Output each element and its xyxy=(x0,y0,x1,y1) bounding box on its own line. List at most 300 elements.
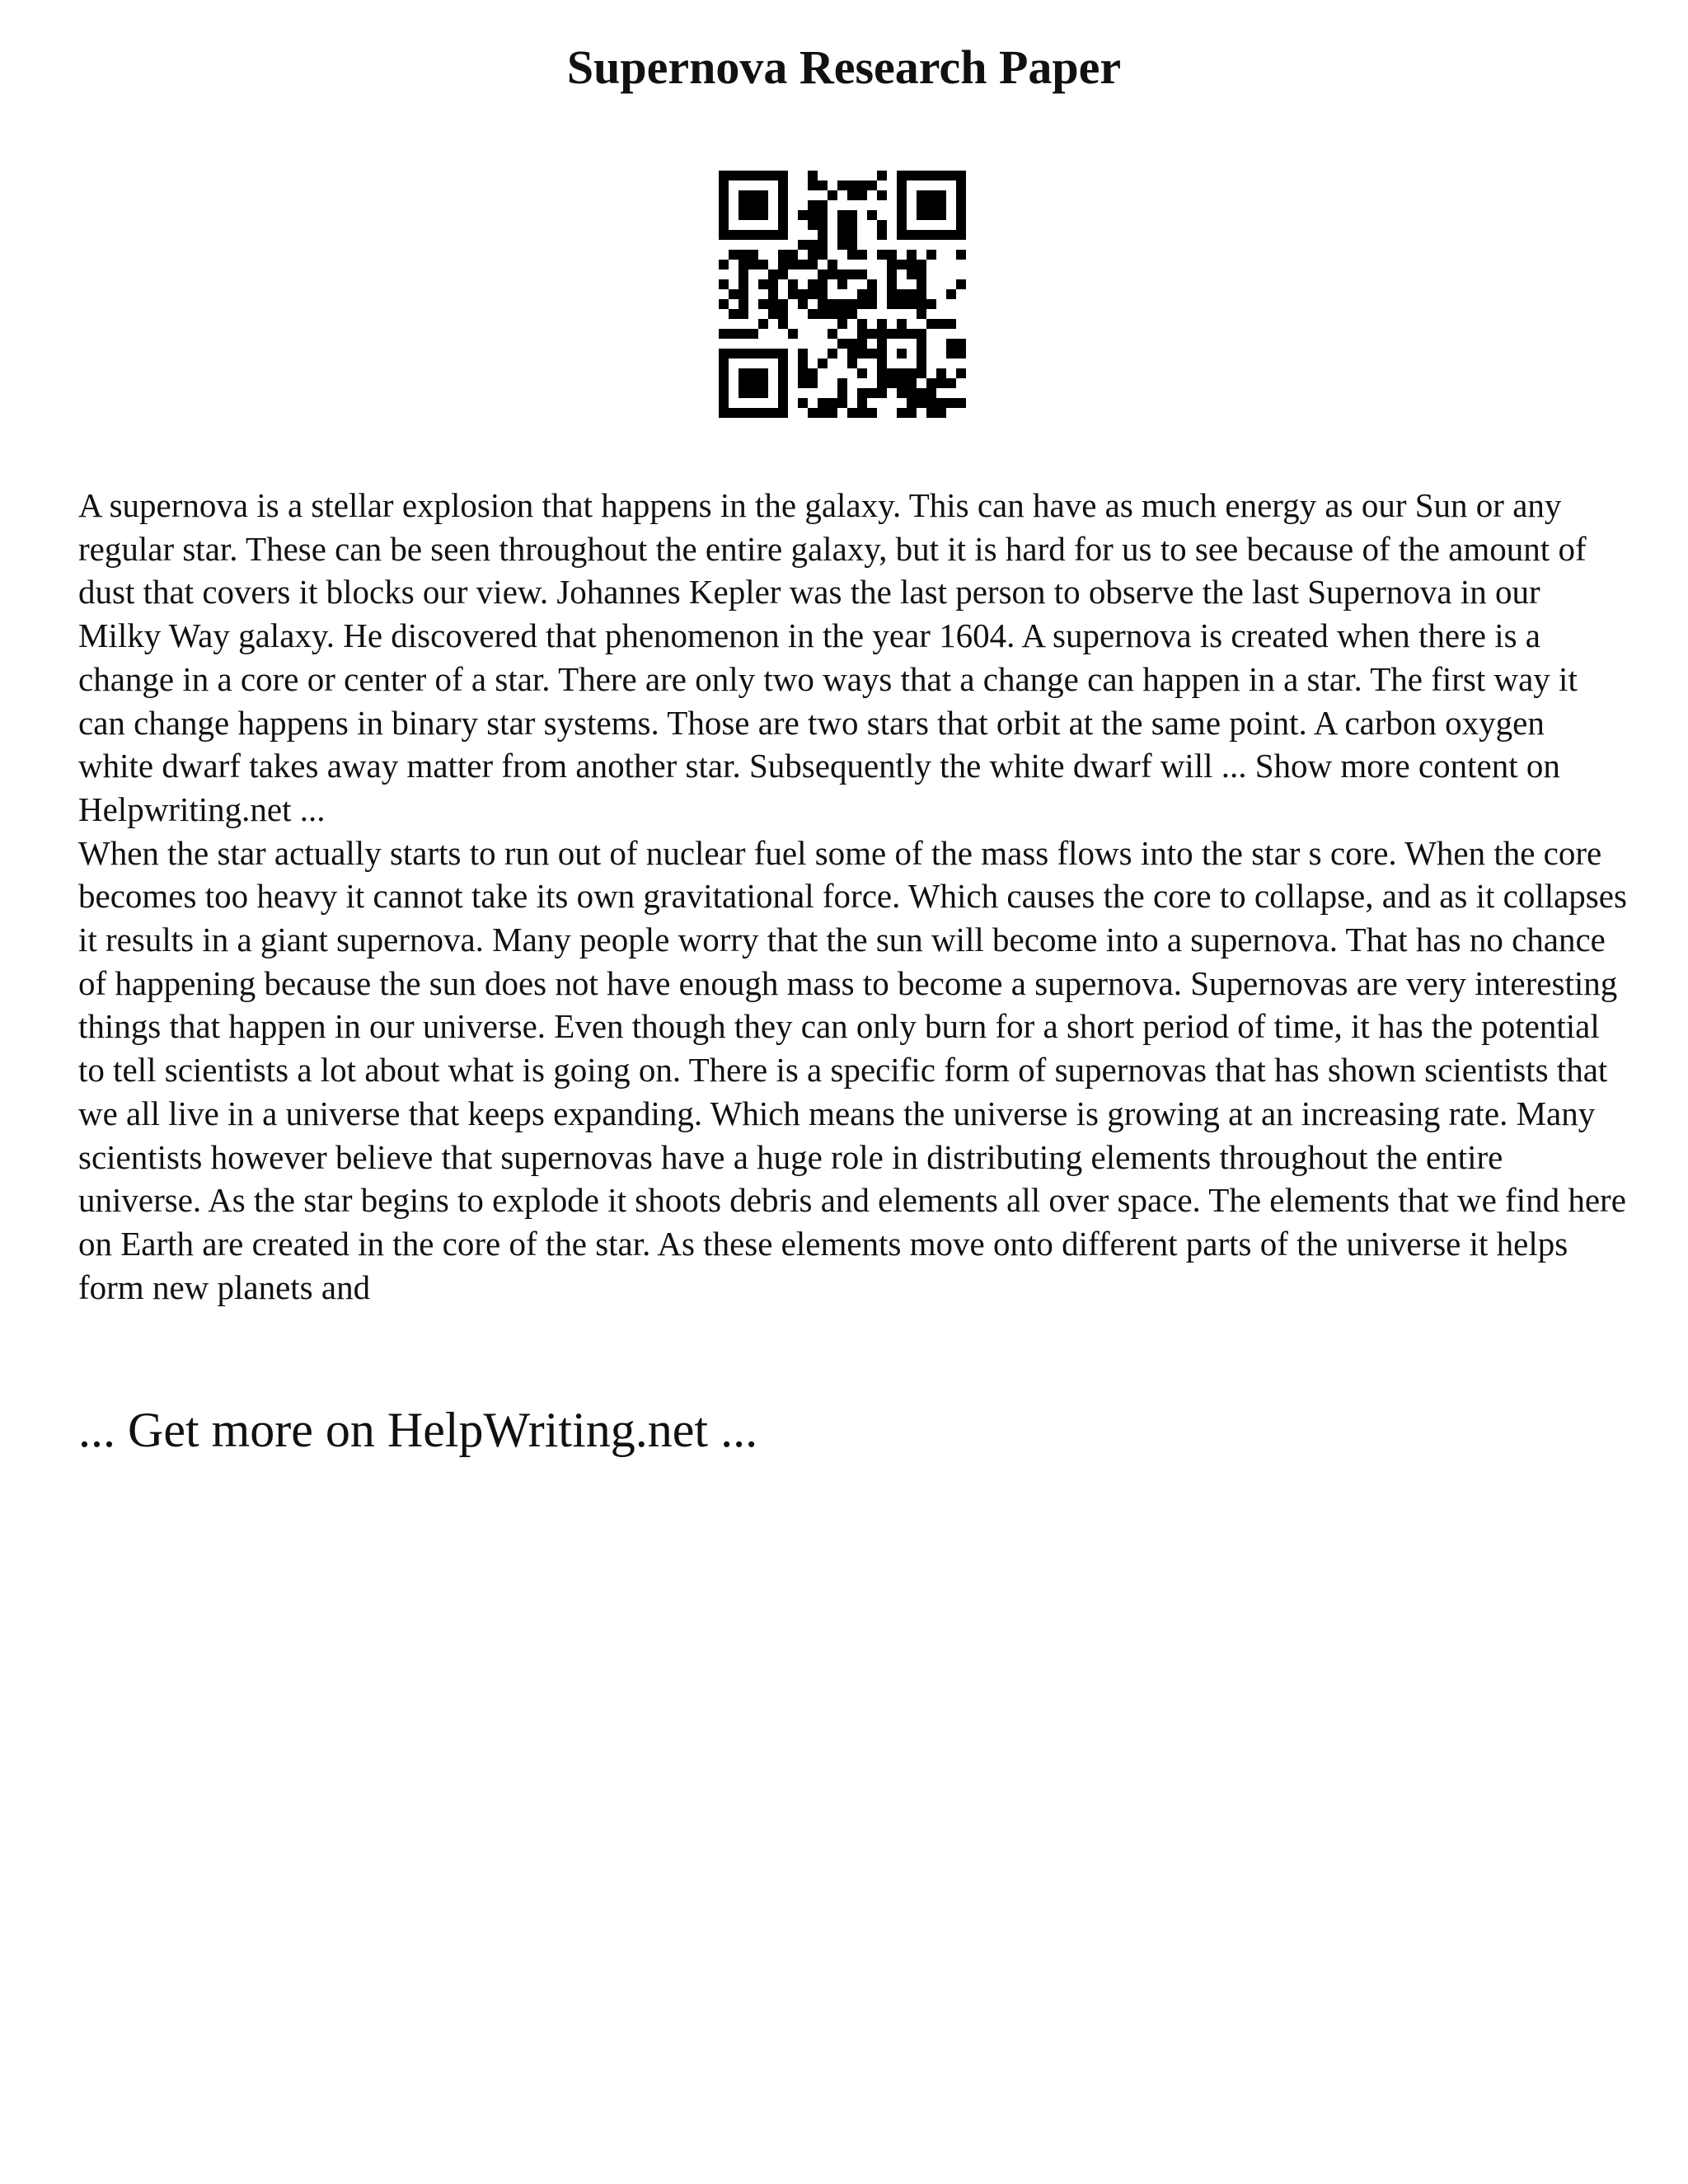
qr-module xyxy=(917,190,926,200)
qr-module xyxy=(818,289,828,299)
qr-module xyxy=(897,378,907,388)
qr-module xyxy=(926,378,936,388)
qr-module xyxy=(738,368,748,378)
qr-module xyxy=(748,190,758,200)
qr-module xyxy=(907,398,917,408)
qr-module xyxy=(926,210,936,220)
qr-module xyxy=(748,349,758,359)
qr-module xyxy=(917,329,926,339)
qr-module xyxy=(758,319,768,329)
qr-module xyxy=(946,319,956,329)
qr-module xyxy=(897,190,907,200)
qr-module xyxy=(926,398,936,408)
qr-module xyxy=(719,260,729,269)
qr-module xyxy=(956,171,966,180)
qr-module xyxy=(778,299,788,309)
qr-module xyxy=(917,398,926,408)
qr-module xyxy=(798,368,808,378)
qr-module xyxy=(748,200,758,210)
qr-module xyxy=(808,200,818,210)
qr-module xyxy=(719,368,729,378)
qr-module xyxy=(917,388,926,398)
page-title: Supernova Research Paper xyxy=(566,40,1122,94)
qr-module xyxy=(946,171,956,180)
qr-module xyxy=(907,250,917,260)
qr-module xyxy=(917,368,926,378)
qr-module xyxy=(738,329,748,339)
qr-module xyxy=(956,180,966,190)
qr-module xyxy=(778,171,788,180)
qr-module xyxy=(956,279,966,289)
qr-module xyxy=(748,260,758,269)
qr-module xyxy=(887,250,897,260)
qr-module xyxy=(847,299,857,309)
qr-module xyxy=(818,200,828,210)
qr-module xyxy=(729,329,738,339)
qr-module xyxy=(926,230,936,240)
qr-module xyxy=(917,299,926,309)
qr-module xyxy=(877,329,887,339)
qr-module xyxy=(907,260,917,269)
qr-module xyxy=(897,289,907,299)
qr-module xyxy=(828,269,837,279)
qr-module xyxy=(738,309,748,319)
qr-module xyxy=(926,319,936,329)
qr-module xyxy=(887,368,897,378)
qr-module xyxy=(857,269,867,279)
qr-module xyxy=(719,349,729,359)
qr-module xyxy=(808,378,818,388)
qr-module xyxy=(837,210,847,220)
qr-module xyxy=(936,171,946,180)
qr-module xyxy=(818,230,828,240)
qr-module xyxy=(719,398,729,408)
qr-module xyxy=(946,398,956,408)
qr-module xyxy=(778,368,788,378)
qr-module xyxy=(847,230,857,240)
qr-module xyxy=(748,378,758,388)
qr-module xyxy=(887,329,897,339)
qr-module xyxy=(758,230,768,240)
qr-module xyxy=(808,240,818,250)
qr-module xyxy=(956,368,966,378)
qr-module xyxy=(857,329,867,339)
qr-module xyxy=(828,190,837,200)
qr-module xyxy=(719,180,729,190)
qr-module xyxy=(897,349,907,359)
qr-module xyxy=(907,171,917,180)
qr-module xyxy=(798,359,808,368)
qr-module xyxy=(719,190,729,200)
paragraph-2: When the star actually starts to run out of nuclear fuel some of the mass flows into the star s core. When the core becomes too heavy it cannot take its own gravitational force. Which causes the core to collapse, and as it collapses it results in a giant supernova. Many people worry that the sun will become into a supernova. That has no chance of happening because the sun does not have enough mass to become a supernova. Supernovas are very interesting things that happen in our universe. Even though they can only burn for a short period of time, it has the potential to tell scientists a lot about what is going on. There is a specific form of supernovas that has shown scientists that we all live in a universe that keeps expanding. Which means the universe is growing at an increasing rate. Many scientists however believe that supernovas have a huge role in distributing elements throughout the entire universe. As the star begins to explode it shoots debris and elements all over space. The elements that we find here on Earth are created in the core of the star. As these elements move onto different parts of the universe it helps form new planets and xyxy=(78,833,1627,1306)
qr-module xyxy=(897,220,907,230)
qr-module xyxy=(917,210,926,220)
qr-module xyxy=(738,250,748,260)
qr-module xyxy=(828,309,837,319)
qr-module xyxy=(946,349,956,359)
qr-module xyxy=(808,180,818,190)
qr-module xyxy=(729,408,738,418)
qr-module xyxy=(917,279,926,289)
qr-module xyxy=(798,349,808,359)
qr-module xyxy=(897,319,907,329)
qr-module xyxy=(897,329,907,339)
qr-module xyxy=(867,289,877,299)
qr-module xyxy=(788,260,798,269)
qr-module xyxy=(758,408,768,418)
qr-module xyxy=(917,260,926,269)
qr-module xyxy=(907,289,917,299)
qr-module xyxy=(956,200,966,210)
qr-module xyxy=(847,269,857,279)
qr-module xyxy=(857,408,867,418)
qr-module xyxy=(808,289,818,299)
qr-module xyxy=(847,349,857,359)
qr-module xyxy=(917,339,926,349)
qr-module xyxy=(857,250,867,260)
qr-module xyxy=(877,190,887,200)
qr-module xyxy=(798,260,808,269)
qr-module xyxy=(788,250,798,260)
qr-module xyxy=(887,269,897,279)
qr-module xyxy=(907,388,917,398)
qr-module xyxy=(738,210,748,220)
qr-module xyxy=(768,349,778,359)
qr-module xyxy=(729,289,738,299)
qr-module xyxy=(719,171,729,180)
qr-module xyxy=(808,210,818,220)
qr-module xyxy=(867,388,877,398)
qr-module xyxy=(897,388,907,398)
qr-module xyxy=(778,319,788,329)
qr-module xyxy=(877,388,887,398)
qr-module xyxy=(907,378,917,388)
qr-module xyxy=(808,368,818,378)
qr-module xyxy=(936,319,946,329)
qr-module xyxy=(897,368,907,378)
qr-module xyxy=(758,368,768,378)
qr-module xyxy=(917,289,926,299)
qr-module xyxy=(946,289,956,299)
qr-module xyxy=(857,398,867,408)
qr-module xyxy=(926,200,936,210)
qr-module xyxy=(867,299,877,309)
qr-module xyxy=(847,408,857,418)
get-more-link[interactable]: ... Get more on HelpWriting.net ... xyxy=(78,1403,758,1457)
qr-module xyxy=(748,210,758,220)
qr-module xyxy=(887,289,897,299)
qr-module xyxy=(808,260,818,269)
qr-module xyxy=(837,309,847,319)
qr-module xyxy=(897,230,907,240)
qr-module xyxy=(857,299,867,309)
qr-module xyxy=(738,230,748,240)
qr-module xyxy=(847,240,857,250)
qr-module xyxy=(778,250,788,260)
qr-module xyxy=(738,190,748,200)
qr-module xyxy=(758,171,768,180)
qr-module xyxy=(778,210,788,220)
qr-module xyxy=(837,319,847,329)
qr-module xyxy=(798,289,808,299)
qr-module xyxy=(956,349,966,359)
qr-module xyxy=(847,190,857,200)
article-body xyxy=(78,484,1628,1309)
qr-module xyxy=(719,299,729,309)
qr-module xyxy=(738,378,748,388)
qr-module xyxy=(758,349,768,359)
qr-module xyxy=(778,309,788,319)
qr-module xyxy=(847,180,857,190)
qr-module xyxy=(778,220,788,230)
qr-module xyxy=(758,279,768,289)
qr-module xyxy=(818,299,828,309)
qr-module xyxy=(837,378,847,388)
qr-module xyxy=(719,210,729,220)
qr-module xyxy=(719,200,729,210)
qr-module xyxy=(857,190,867,200)
qr-module xyxy=(719,359,729,368)
qr-module xyxy=(837,230,847,240)
qr-module xyxy=(946,230,956,240)
qr-module xyxy=(818,250,828,260)
qr-module xyxy=(778,388,788,398)
qr-module xyxy=(768,171,778,180)
qr-module xyxy=(877,230,887,240)
qr-module xyxy=(956,210,966,220)
qr-module xyxy=(857,368,867,378)
qr-module xyxy=(936,378,946,388)
qr-module xyxy=(818,408,828,418)
qr-module xyxy=(738,171,748,180)
qr-module xyxy=(748,230,758,240)
qr-module xyxy=(907,299,917,309)
qr-module xyxy=(926,299,936,309)
qr-module xyxy=(738,349,748,359)
qr-module xyxy=(936,408,946,418)
qr-module xyxy=(778,190,788,200)
qr-module xyxy=(837,279,847,289)
qr-module xyxy=(877,250,887,260)
qr-module xyxy=(778,180,788,190)
qr-module xyxy=(738,299,748,309)
qr-module xyxy=(917,200,926,210)
qr-module xyxy=(778,398,788,408)
qr-module xyxy=(857,289,867,299)
qr-module xyxy=(778,260,788,269)
qr-module xyxy=(897,299,907,309)
qr-module xyxy=(768,279,778,289)
qr-module xyxy=(719,220,729,230)
qr-module xyxy=(729,349,738,359)
qr-module xyxy=(926,171,936,180)
qr-module xyxy=(956,339,966,349)
qr-module xyxy=(837,339,847,349)
qr-module xyxy=(946,339,956,349)
qr-module xyxy=(926,250,936,260)
qr-module xyxy=(778,269,788,279)
qr-module xyxy=(917,230,926,240)
qr-module xyxy=(926,190,936,200)
qr-module xyxy=(936,190,946,200)
qr-module xyxy=(738,289,748,299)
qr-module xyxy=(808,309,818,319)
qr-module xyxy=(748,368,758,378)
qr-module xyxy=(729,309,738,319)
qr-module xyxy=(808,279,818,289)
qr-module xyxy=(758,190,768,200)
qr-module xyxy=(798,398,808,408)
qr-module xyxy=(738,279,748,289)
qr-module xyxy=(907,329,917,339)
qr-module xyxy=(837,220,847,230)
qr-module xyxy=(837,180,847,190)
qr-module xyxy=(818,220,828,230)
qr-module xyxy=(847,210,857,220)
qr-module xyxy=(867,210,877,220)
qr-module xyxy=(857,349,867,359)
qr-module xyxy=(936,398,946,408)
qr-module xyxy=(808,220,818,230)
qr-module xyxy=(946,378,956,388)
qr-module xyxy=(877,368,887,378)
qr-module xyxy=(857,319,867,329)
qr-module xyxy=(907,408,917,418)
qr-module xyxy=(818,240,828,250)
qr-module xyxy=(907,230,917,240)
qr-module xyxy=(877,319,887,329)
qr-module xyxy=(778,230,788,240)
qr-module xyxy=(956,230,966,240)
qr-module xyxy=(808,171,818,180)
qr-module xyxy=(768,269,778,279)
qr-module xyxy=(719,378,729,388)
qr-module xyxy=(917,171,926,180)
qr-module xyxy=(926,388,936,398)
qr-module xyxy=(867,408,877,418)
qr-module xyxy=(758,299,768,309)
qr-module xyxy=(818,279,828,289)
qr-module xyxy=(877,378,887,388)
qr-module xyxy=(748,388,758,398)
qr-module xyxy=(719,230,729,240)
qr-module xyxy=(719,388,729,398)
qr-module xyxy=(887,378,897,388)
qr-module xyxy=(897,408,907,418)
qr-module xyxy=(847,220,857,230)
qr-module xyxy=(738,388,748,398)
qr-module xyxy=(877,359,887,368)
qr-module xyxy=(837,299,847,309)
qr-module xyxy=(857,180,867,190)
qr-module xyxy=(729,171,738,180)
qr-module xyxy=(867,279,877,289)
qr-module xyxy=(748,408,758,418)
qr-module xyxy=(729,250,738,260)
qr-module xyxy=(788,279,798,289)
qr-module xyxy=(877,339,887,349)
qr-module xyxy=(778,408,788,418)
qr-module xyxy=(738,260,748,269)
qr-module xyxy=(897,200,907,210)
qr-module xyxy=(956,250,966,260)
qr-module xyxy=(828,329,837,339)
qr-module xyxy=(719,329,729,339)
qr-module xyxy=(828,349,837,359)
qr-module xyxy=(719,279,729,289)
qr-module xyxy=(758,378,768,388)
qr-module xyxy=(719,408,729,418)
qr-module xyxy=(828,408,837,418)
qr-module xyxy=(847,250,857,260)
qr-module xyxy=(788,329,798,339)
qr-module xyxy=(847,339,857,349)
qr-module xyxy=(748,171,758,180)
qr-module xyxy=(808,250,818,260)
qr-module xyxy=(917,359,926,368)
qr-module xyxy=(936,368,946,378)
qr-module xyxy=(828,260,837,269)
qr-module xyxy=(877,220,887,230)
qr-module xyxy=(758,200,768,210)
qr-module xyxy=(818,309,828,319)
qr-module xyxy=(917,349,926,359)
qr-module xyxy=(768,299,778,309)
qr-module xyxy=(956,190,966,200)
qr-module xyxy=(748,329,758,339)
qr-module xyxy=(798,299,808,309)
qr-module xyxy=(738,269,748,279)
qr-module xyxy=(936,210,946,220)
qr-module xyxy=(808,408,818,418)
qr-module xyxy=(877,349,887,359)
qr-module xyxy=(798,210,808,220)
qr-module xyxy=(857,339,867,349)
qr-module xyxy=(887,299,897,309)
qr-module xyxy=(798,378,808,388)
qr-module xyxy=(758,388,768,398)
qr-module xyxy=(768,408,778,418)
qr-module xyxy=(738,408,748,418)
qr-module xyxy=(758,260,768,269)
qr-module xyxy=(867,180,877,190)
qr-module xyxy=(936,230,946,240)
qr-module xyxy=(818,398,828,408)
qr-module xyxy=(778,359,788,368)
qr-module xyxy=(847,359,857,368)
qr-module xyxy=(837,388,847,398)
qr-module xyxy=(778,349,788,359)
qr-module xyxy=(828,398,837,408)
qr-module xyxy=(818,359,828,368)
qr-module xyxy=(798,240,808,250)
qr-module xyxy=(837,398,847,408)
qr-module xyxy=(758,210,768,220)
qr-module xyxy=(828,299,837,309)
qr-module xyxy=(738,200,748,210)
qr-module xyxy=(887,279,897,289)
qr-module xyxy=(897,210,907,220)
qr-module xyxy=(847,309,857,319)
qr-module xyxy=(818,269,828,279)
qr-module xyxy=(867,349,877,359)
qr-module xyxy=(867,329,877,339)
qr-module xyxy=(897,260,907,269)
qr-module xyxy=(768,230,778,240)
qr-code-icon xyxy=(719,171,966,418)
qr-module xyxy=(897,171,907,180)
qr-module xyxy=(907,368,917,378)
